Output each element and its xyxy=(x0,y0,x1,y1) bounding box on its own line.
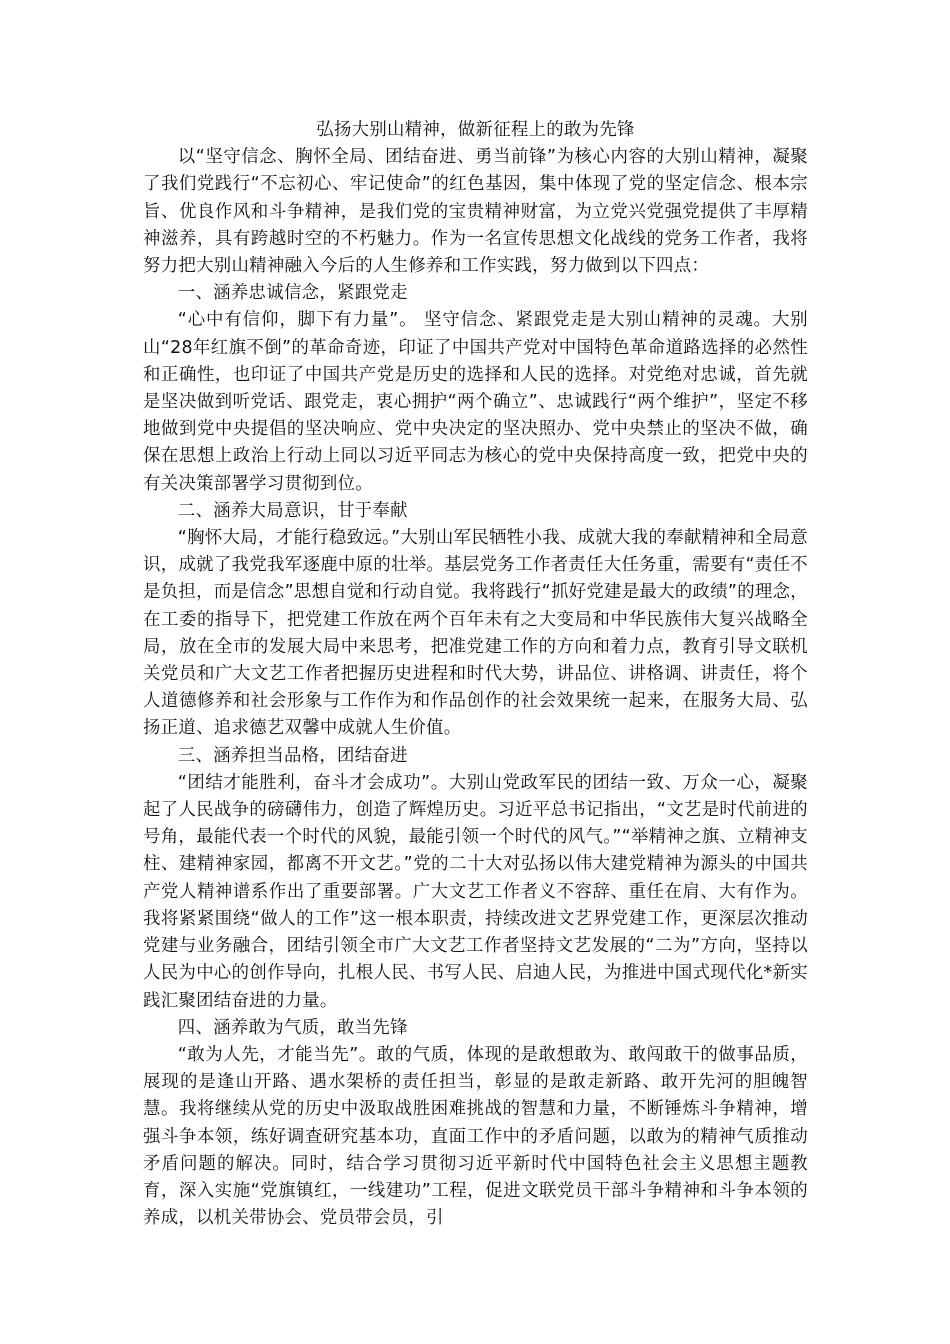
section-body-1: “心中有信仰，脚下有力量”。 坚守信念、紧跟党走是大别山精神的灵魂。大别山“28年红旗不倒”的革命奇迹，印证了中国共产党对中国特色革命道路选择的必然性和正确性，也印证了中国共产党是历史的选择和人民的选择。对党绝对忠诚，首先就是坚决做到听党话、跟党走，衷心拥护“两个确立”、忠诚践行“两个维护”，坚定不移地做到党中央提倡的坚决响应、党中央决定的坚决照办、党中央禁止的坚决不做，确保在思想上政治上行动上同以习近平同志为核心的党中央保持高度一致，把党中央的有关决策部署学习贯彻到位。 xyxy=(143,310,808,494)
section-body-3: “团结才能胜利，奋斗才会成功”。大别山党政军民的团结一致、万众一心，凝聚起了人民战争的磅礴伟力，创造了辉煌历史。习近平总书记指出，“文艺是时代前进的号角，最能代表一个时代的风貌，最能引领一个时代的风气。”“举精神之旗、立精神支柱、建精神家园，都离不开文艺。”党的二十大对弘扬以伟大建党精神为源头的中国共产党人精神谱系作出了重要部署。广大文艺工作者义不容辞、重任在肩、大有作为。我将紧紧围绕“做人的工作”这一根本职责，持续改进文艺界党建工作，更深层次推动党建与业务融合，团结引领全市广大文艺工作者坚持文艺发展的“二为”方向，坚持以人民为中心的创作导向，扎根人民、书写人民、启迪人民，为推进中国式现代化*新实践汇聚团结奋进的力量。 xyxy=(143,772,808,1011)
section-heading-3: 三、涵养担当品格，团结奋进 xyxy=(177,745,408,766)
section-body-2: “胸怀大局，才能行稳致远。”大别山军民牺牲小我、成就大我的奉献精神和全局意识，成就了我党我军逐鹿中原的壮举。基层党务工作者责任大任务重，需要有“责任不是负担，而是信念”思想自觉和行动自觉。我将践行“抓好党建是最大的政绩”的理念，在工委的指导下，把党建工作放在两个百年未有之大变局和中华民族伟大复兴战略全局，放在全市的发展大局中来思考，把准党建工作的方向和着力点，教育引导文联机关党员和广大文艺工作者把握历史进程和时代大势，讲品位、讲格调、讲责任，将个人道德修养和社会形象与工作作为和作品创作的社会效果统一起来，在服务大局、弘扬正道、追求德艺双馨中成就人生价值。 xyxy=(143,528,808,739)
section-heading-2: 二、涵养大局意识，甘于奉献 xyxy=(177,500,408,521)
document-title: 弘扬大别山精神，做新征程上的敢为先锋 xyxy=(316,120,635,140)
section-heading-4: 四、涵养敢为气质，敢当先锋 xyxy=(177,1017,408,1038)
intro-paragraph: 以“坚守信念、胸怀全局、团结奋进、勇当前锋”为核心内容的大别山精神，凝聚了我们党践行“不忘初心、牢记使命”的红色基因，集中体现了党的坚定信念、根本宗旨、优良作风和斗争精神，是我们党的宝贵精神财富，为立党兴党强党提供了丰厚精神滋养，具有跨越时空的不朽魅力。作为一名宣传思想文化战线的党务工作者，我将努力把大别山精神融入今后的人生修养和工作实践，努力做到以下四点： xyxy=(143,147,808,277)
section-heading-1: 一、涵养忠诚信念，紧跟党走 xyxy=(177,283,408,304)
section-body-4: “敢为人先，才能当先”。敢的气质，体现的是敢想敢为、敢闯敢干的做事品质，展现的是逢山开路、遇水架桥的责任担当，彰显的是敢走新路、敢开先河的胆魄智慧。我将继续从党的历史中汲取战胜困难挑战的智慧和力量，不断锤炼斗争精神，增强斗争本领，练好调查研究基本功，直面工作中的矛盾问题，以敢为的精神气质推动矛盾问题的解决。同时，结合学习贯彻习近平新时代中国特色社会主义思想主题教育，深入实施“党旗镇红，一线建功”工程，促进文联党员干部斗争精神和斗争本领的养成，以机关带协会、党员带会员，引 xyxy=(143,1044,808,1229)
document-body xyxy=(143,117,808,1232)
